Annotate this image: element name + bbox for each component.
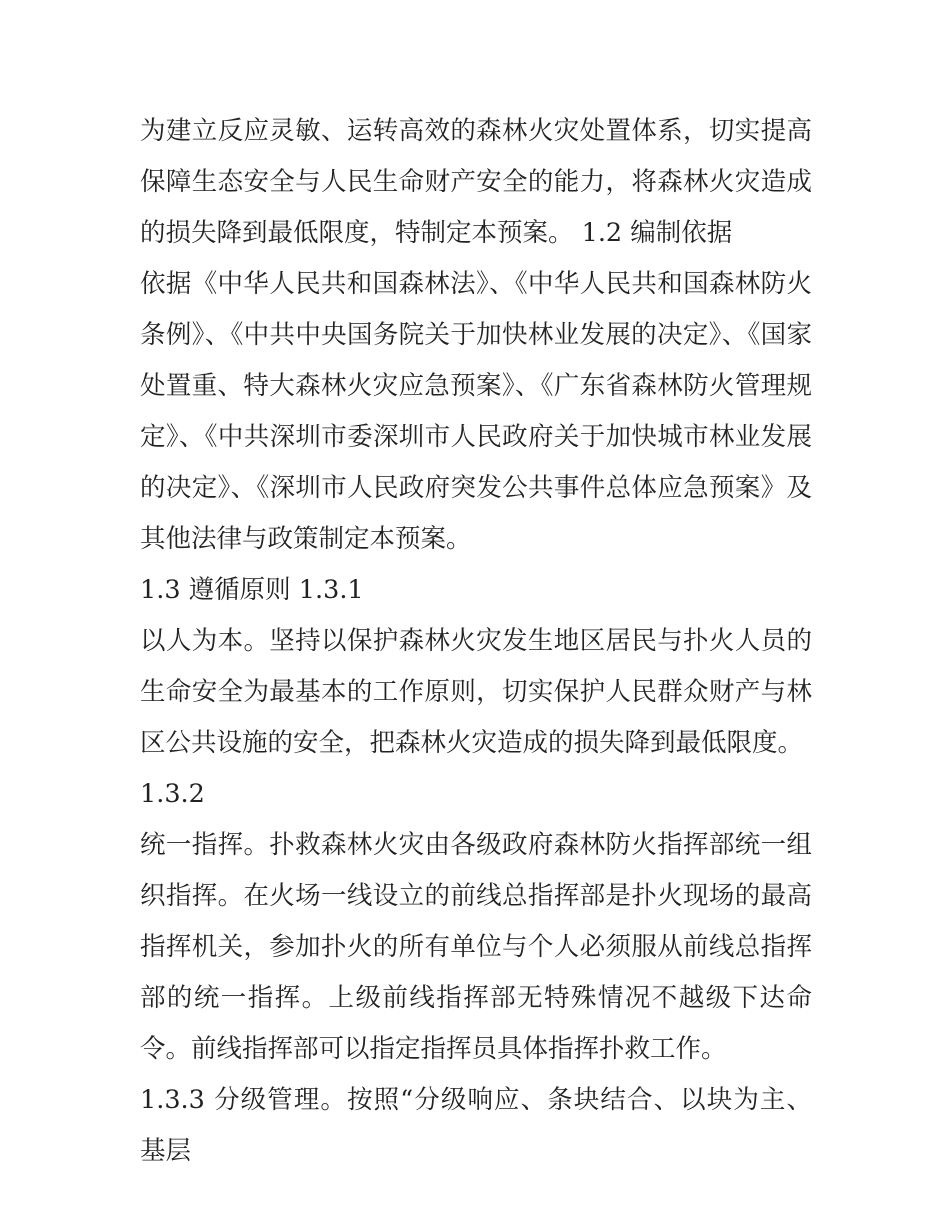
paragraph-purpose: 为建立反应灵敏、运转高效的森林火灾处置体系，切实提高保障生态安全与人民生命财产安全的能力，将森林火灾造成的损失降到最低限度，特制定本预案。 1.2 编制依据: [140, 116, 812, 248]
paragraph-people-first: 以人为本。坚持以保护森林火灾发生地区居民与扑火人员的生命安全为最基本的工作原则，切实保护人民群众财产与林区公共设施的安全，把森林火灾造成的损失降到最低限度。: [140, 626, 812, 758]
heading-1-3-2: 1.3.2: [140, 779, 205, 809]
document-body: [140, 106, 812, 1177]
paragraph-legal-basis: 依据《中华人民共和国森林法》、《中华人民共和国森林防火条例》、《中共中央国务院关于加快林业发展的决定》、《国家处置重、特大森林火灾应急预案》、《广东省森林防火管理规定》、《中共深圳市委深圳市人民政府关于加快城市林业发展的决定》、《深圳市人民政府突发公共事件总体应急预案》及其他法律与政策制定本预案。: [140, 269, 812, 554]
heading-principles: 1.3 遵循原则 1.3.1: [140, 575, 364, 605]
paragraph-graded-management: 1.3.3 分级管理。按照“分级响应、条块结合、以块为主、基层: [140, 1085, 812, 1166]
paragraph-unified-command: 统一指挥。扑救森林火灾由各级政府森林防火指挥部统一组织指挥。在火场一线设立的前线总指挥部是扑火现场的最高指挥机关，参加扑火的所有单位与个人必须服从前线总指挥部的统一指挥。上级前线指挥部无特殊情况不越级下达命令。前线指挥部可以指定指挥员具体指挥扑救工作。: [140, 830, 812, 1064]
